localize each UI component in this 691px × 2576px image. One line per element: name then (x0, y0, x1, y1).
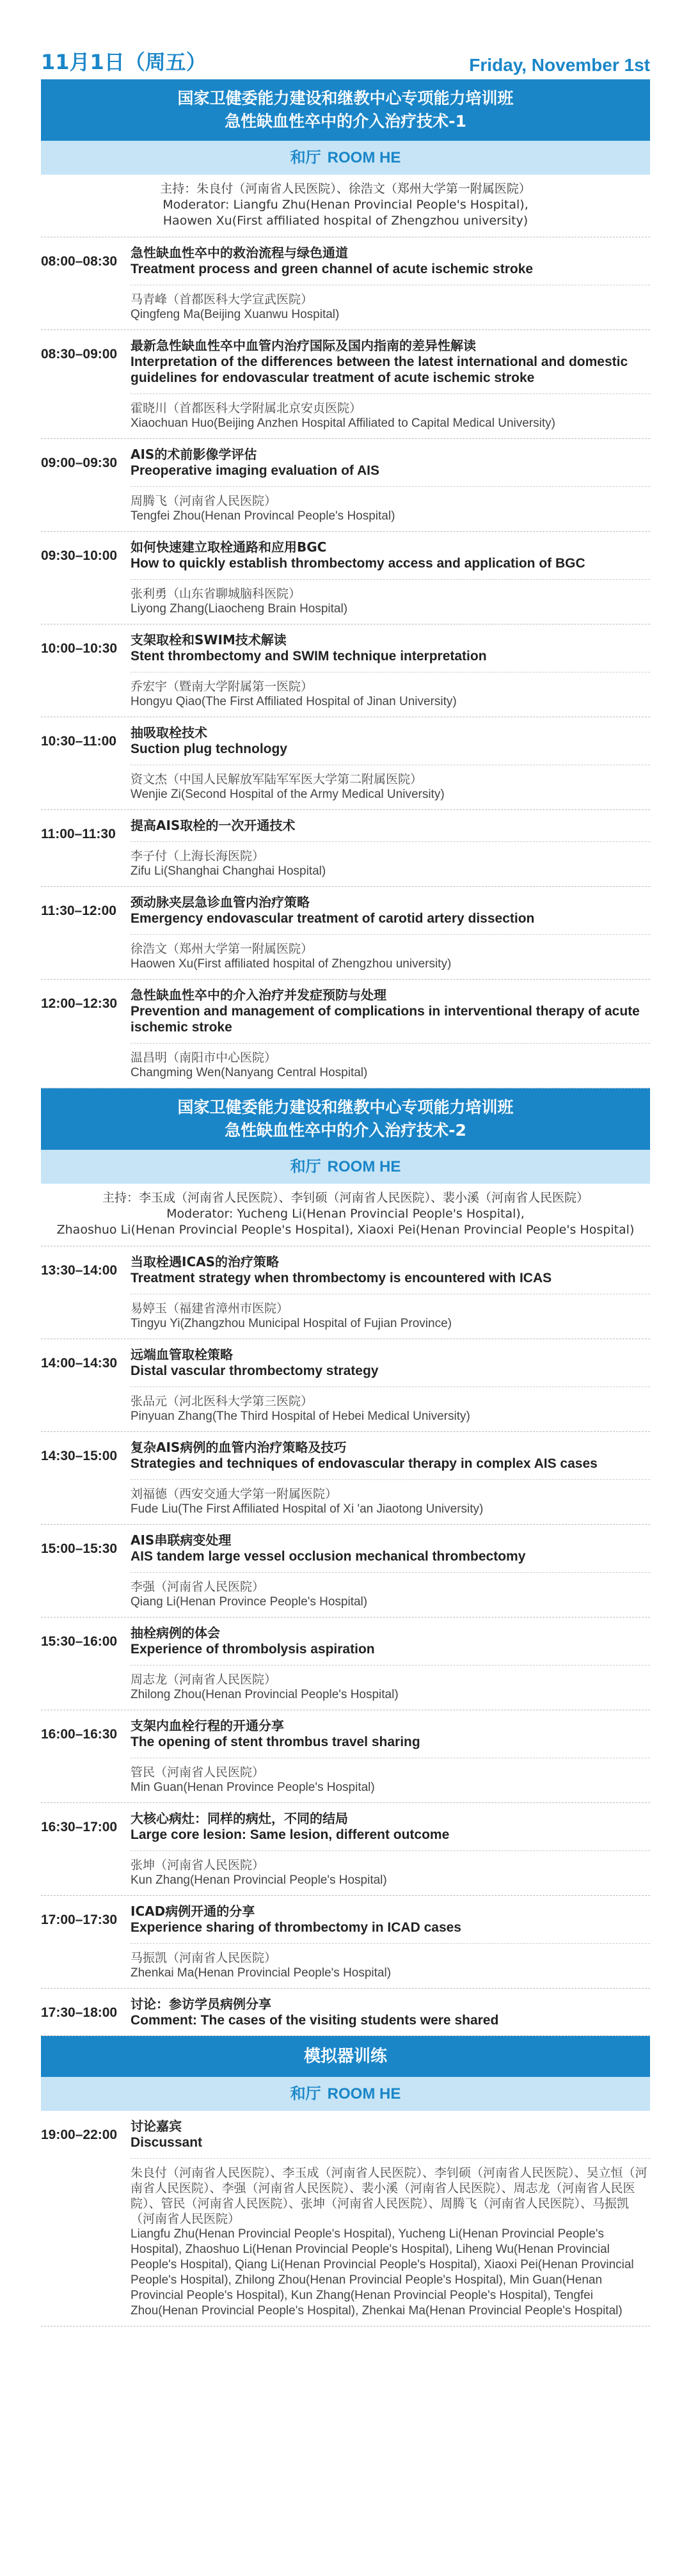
room-name-en: ROOM HE (327, 2085, 401, 2103)
session-detail (131, 447, 650, 524)
speaker-cn: 温昌明（南阳市中心医院） (131, 1051, 277, 1065)
session-row (41, 1432, 650, 1525)
session-row (41, 330, 650, 439)
session-detail (131, 632, 650, 710)
speaker-block (131, 1479, 650, 1517)
session-row (41, 887, 650, 980)
section-title (41, 79, 650, 141)
session-time: 08:00–08:30 (41, 254, 118, 269)
session-row (41, 1618, 650, 1710)
speaker-block (131, 1850, 650, 1888)
session-title-en: Emergency endovascular treatment of carotid artery dissection (131, 911, 535, 926)
speaker-en: Haowen Xu(First affiliated hospital of Zhengzhou university) (131, 957, 452, 971)
session-title-cn: 支架取栓和SWIM技术解读 (131, 632, 287, 648)
speaker-en: Liangfu Zhu(Henan Provincial People's Hospital), Yucheng Li(Henan Provincial People's Hospital), Zhaoshuo Li(Henan Provincial People's Hospital), Liheng Wu(Henan Provincial People's Hospital), Qiang Li(Henan Provincial People's Hospital), Xiaoxi Pei(Henan Provincial People's Hospital), Zhilong Zhou(Henan Provincial People's Hospital), Min Guan(Henan Provincial People's Hospital), Kun Zhang(Henan Provincial People's Hospital), Tengfei Zhou(Henan Provincial People's Hospital), Zhenkai Ma(Henan Provincial People's Hospital) (131, 2227, 634, 2318)
room-name-cn: 和厅 (290, 2085, 321, 2103)
session-title-en: Prevention and management of complications in interventional therapy of acute ischemic stroke (131, 1004, 640, 1035)
session-row (41, 624, 650, 717)
room-bar (41, 1150, 650, 1184)
session-row (41, 980, 650, 1088)
session-time: 10:00–10:30 (41, 641, 118, 656)
session-detail (131, 1996, 650, 2028)
session-title-en: Experience sharing of thrombectomy in ICAD cases (131, 1920, 461, 1935)
session-detail (131, 1440, 650, 1517)
speaker-block (131, 672, 650, 710)
session-title-cn: AIS串联病变处理 (131, 1532, 232, 1548)
session-row (41, 1339, 650, 1432)
session-title-cn: ICAD病例开通的分享 (131, 1904, 255, 1919)
moderator-block (41, 1184, 650, 1246)
session-time: 17:30–18:00 (41, 2005, 118, 2020)
date-en: Friday, November 1st (469, 55, 650, 75)
session-title-en: Discussant (131, 2135, 203, 2150)
session-time: 08:30–09:00 (41, 347, 118, 362)
session-title-cn: 讨论嘉宾 (131, 2119, 182, 2134)
session-title-en: Treatment strategy when thrombectomy is encountered with ICAS (131, 1271, 552, 1285)
session-time: 19:00–22:00 (41, 2127, 118, 2142)
speaker-en: Qiang Li(Henan Province People's Hospital) (131, 1595, 368, 1609)
session-detail (131, 1254, 650, 1332)
session-row (41, 1803, 650, 1896)
session-row (41, 1710, 650, 1803)
session-row (41, 1246, 650, 1339)
speaker-en: Zhenkai Ma(Henan Provincial People's Hospital) (131, 1966, 392, 1980)
room-name-cn: 和厅 (290, 1157, 321, 1175)
moderator-line: Haowen Xu(First affiliated hospital of Zhengzhou university) (163, 214, 528, 228)
moderator-line: Moderator: Liangfu Zhu(Henan Provincial People's Hospital), (163, 198, 528, 212)
session-detail (131, 1347, 650, 1424)
session-title-en: The opening of stent thrombus travel sharing (131, 1735, 420, 1749)
speaker-en: Hongyu Qiao(The First Affiliated Hospital of Jinan University) (131, 695, 457, 708)
session-title-cn: 急性缺血性卒中的救治流程与绿色通道 (131, 245, 348, 260)
session-title-en: Interpretation of the differences between the latest international and domestic guidelines for endovascular treatment of acute ischemic stroke (131, 354, 628, 385)
speaker-cn: 张利勇（山东省聊城脑科医院） (131, 587, 301, 601)
session-row (41, 717, 650, 810)
speaker-block (131, 579, 650, 617)
speaker-en: Fude Liu(The First Affiliated Hospital of Xi 'an Jiaotong University) (131, 1502, 484, 1516)
speaker-block (131, 841, 650, 879)
session-title-cn: 提高AIS取栓的一次开通技术 (131, 818, 296, 833)
session-title-cn: 复杂AIS病例的血管内治疗策略及技巧 (131, 1440, 347, 1455)
session-row (41, 1896, 650, 1989)
session-time: 12:00–12:30 (41, 996, 118, 1011)
speaker-cn: 李子付（上海长海医院） (131, 849, 265, 863)
session-time: 11:00–11:30 (41, 827, 116, 841)
session-title-cn: 当取栓遇ICAS的治疗策略 (131, 1254, 280, 1269)
session-row (41, 532, 650, 624)
session-detail (131, 1625, 650, 1703)
session-row (41, 1989, 650, 2036)
session-detail (131, 2119, 650, 2319)
session-title-cn: 远端血管取栓策略 (131, 1347, 233, 1362)
speaker-cn: 周腾飞（河南省人民医院） (131, 494, 277, 508)
speaker-block (131, 1294, 650, 1332)
speaker-cn: 张坤（河南省人民医院） (131, 1858, 265, 1872)
session-title-en: Treatment process and green channel of acute ischemic stroke (131, 262, 534, 276)
session-row (41, 810, 650, 887)
session-time: 14:00–14:30 (41, 1356, 118, 1371)
speaker-block (131, 1758, 650, 1795)
session-detail (131, 1904, 650, 1981)
section-title-line: 模拟器训练 (303, 2047, 387, 2066)
session-title-en: Comment: The cases of the visiting students were shared (131, 2013, 499, 2028)
speaker-en: Min Guan(Henan Province People's Hospital) (131, 1781, 375, 1794)
moderator-line: Zhaoshuo Li(Henan Provincial People's Hospital), Xiaoxi Pei(Henan Provincial People's Hospital) (56, 1223, 635, 1237)
session-time: 17:00–17:30 (41, 1912, 118, 1927)
speaker-cn: 李强（河南省人民医院） (131, 1580, 265, 1594)
session-detail (131, 818, 650, 879)
speaker-cn: 朱良付（河南省人民医院）、李玉成（河南省人民医院）、李钊硕（河南省人民医院）、吴立恒（河南省人民医院）、李强（河南省人民医院）、裴小溪（河南省人民医院）、周志龙（河南省人民医院）、管民（河南省人民医院）、张坤（河南省人民医院）、周腾飞（河南省人民医院）、马振凯（河南省人民医院） (131, 2166, 647, 2226)
speaker-cn: 马振凯（河南省人民医院） (131, 1951, 277, 1965)
session-time: 09:30–10:00 (41, 548, 118, 563)
date-cn: 11月1日（周五） (41, 50, 207, 74)
moderator-line: 主持：朱良付（河南省人民医院）、徐浩文（郑州大学第一附属医院） (160, 182, 531, 196)
room-name-cn: 和厅 (290, 148, 321, 166)
speaker-block (131, 765, 650, 802)
speaker-cn: 乔宏宇（暨南大学附属第一医院） (131, 680, 314, 694)
session-row (41, 1525, 650, 1618)
speaker-en: Liyong Zhang(Liaocheng Brain Hospital) (131, 602, 348, 616)
session-time: 15:30–16:00 (41, 1634, 118, 1649)
session-time: 09:00–09:30 (41, 456, 118, 470)
speaker-block (131, 1665, 650, 1703)
session-row (41, 237, 650, 330)
section-title-line: 国家卫健委能力建设和继教中心专项能力培训班 (177, 89, 514, 107)
session-title-cn: 支架内血栓行程的开通分享 (131, 1718, 284, 1733)
session-title-en: Distal vascular thrombectomy strategy (131, 1364, 379, 1378)
speaker-block (131, 1043, 650, 1081)
speaker-cn: 徐浩文（郑州大学第一附属医院） (131, 942, 314, 956)
speaker-en: Changming Wen(Nanyang Central Hospital) (131, 1066, 368, 1079)
session-detail (131, 245, 650, 322)
speaker-block (131, 1387, 650, 1424)
speaker-cn: 易婷玉（福建省漳州市医院） (131, 1301, 289, 1316)
moderator-line: 主持：李玉成（河南省人民医院）、李钊硕（河南省人民医院）、裴小溪（河南省人民医院） (102, 1191, 589, 1205)
speaker-en: Zifu Li(Shanghai Changhai Hospital) (131, 864, 326, 878)
section-title-line: 国家卫健委能力建设和继教中心专项能力培训班 (177, 1098, 514, 1117)
room-bar (41, 141, 650, 175)
session-detail (131, 539, 650, 617)
session-title-cn: 最新急性缺血性卒中血管内治疗国际及国内指南的差异性解读 (131, 338, 476, 353)
speaker-cn: 管民（河南省人民医院） (131, 1765, 265, 1779)
session-time: 11:30–12:00 (41, 903, 116, 918)
session-title-en: How to quickly establish thrombectomy access and application of BGC (131, 556, 585, 571)
room-name-en: ROOM HE (327, 1158, 401, 1175)
session-title-cn: 抽吸取栓技术 (131, 725, 207, 740)
session-title-cn: 大核心病灶：同样的病灶，不同的结局 (131, 1811, 348, 1826)
section-title-line: 急性缺血性卒中的介入治疗技术-1 (225, 112, 466, 131)
session-title-en: Large core lesion: Same lesion, different outcome (131, 1827, 450, 1842)
session-time: 10:30–11:00 (41, 734, 116, 749)
moderator-block (41, 175, 650, 237)
speaker-block (131, 285, 650, 322)
speaker-cn: 马青峰（首都医科大学宣武医院） (131, 292, 314, 306)
session-time: 16:00–16:30 (41, 1727, 118, 1742)
session-title-en: Strategies and techniques of endovascular therapy in complex AIS cases (131, 1456, 598, 1471)
speaker-cn: 刘福德（西安交通大学第一附属医院） (131, 1487, 338, 1501)
session-title-cn: 急性缺血性卒中的介入治疗并发症预防与处理 (131, 987, 386, 1003)
session-title-en: Experience of thrombolysis aspiration (131, 1642, 375, 1657)
session-detail (131, 1718, 650, 1795)
session-title-en: Suction plug technology (131, 742, 287, 756)
session-title-cn: AIS的术前影像学评估 (131, 447, 257, 462)
speaker-block (131, 394, 650, 431)
sections-container (41, 79, 650, 2326)
section-title-line: 急性缺血性卒中的介入治疗技术-2 (225, 1121, 466, 1140)
speaker-cn: 霍晓川（首都医科大学附属北京安贞医院） (131, 401, 362, 415)
session-time: 15:00–15:30 (41, 1541, 118, 1556)
session-detail (131, 1532, 650, 1610)
session-title-cn: 抽栓病例的体会 (131, 1625, 220, 1641)
speaker-en: Pinyuan Zhang(The Third Hospital of Hebei Medical University) (131, 1410, 470, 1423)
speaker-en: Qingfeng Ma(Beijing Xuanwu Hospital) (131, 308, 340, 321)
room-bar (41, 2077, 650, 2111)
session-title-en: Stent thrombectomy and SWIM technique interpretation (131, 649, 487, 664)
session-title-cn: 如何快速建立取栓通路和应用BGC (131, 539, 327, 555)
session-time: 13:30–14:00 (41, 1263, 118, 1278)
speaker-cn: 张品元（河北医科大学第三医院） (131, 1394, 314, 1408)
speaker-en: Xiaochuan Huo(Beijing Anzhen Hospital Affiliated to Capital Medical University) (131, 417, 555, 430)
section-block (41, 2036, 650, 2326)
speaker-en: Tengfei Zhou(Henan Provincal People's Hospital) (131, 509, 395, 523)
session-title-en: AIS tandem large vessel occlusion mechanical thrombectomy (131, 1549, 526, 1564)
session-detail (131, 894, 650, 972)
speaker-block (131, 934, 650, 972)
speaker-block (131, 1572, 650, 1610)
session-title-cn: 讨论：参访学员病例分享 (131, 1996, 271, 2012)
section-block (41, 79, 650, 1088)
session-title-en: Preoperative imaging evaluation of AIS (131, 463, 379, 478)
session-time: 16:30–17:00 (41, 1820, 118, 1834)
section-block (41, 1088, 650, 2036)
session-detail (131, 1811, 650, 1888)
speaker-en: Tingyu Yi(Zhangzhou Municipal Hospital of Fujian Province) (131, 1317, 452, 1330)
speaker-block (131, 486, 650, 524)
section-title (41, 1088, 650, 1150)
speaker-block (131, 1943, 650, 1981)
speaker-en: Kun Zhang(Henan Provincial People's Hospital) (131, 1873, 387, 1887)
session-detail (131, 987, 650, 1081)
session-row (41, 2111, 650, 2326)
room-name-en: ROOM HE (327, 149, 401, 166)
session-row (41, 439, 650, 532)
date-bar (41, 0, 650, 79)
moderator-line: Moderator: Yucheng Li(Henan Provincial People's Hospital), (166, 1207, 525, 1221)
speaker-en: Wenjie Zi(Second Hospital of the Army Medical University) (131, 788, 445, 801)
session-time: 14:30–15:00 (41, 1449, 118, 1463)
speaker-en: Zhilong Zhou(Henan Provincial People's Hospital) (131, 1688, 399, 1701)
session-detail (131, 725, 650, 802)
session-detail (131, 338, 650, 431)
speaker-block (131, 2158, 650, 2319)
speaker-cn: 资文杰（中国人民解放军陆军军医大学第二附属医院） (131, 772, 423, 786)
section-title (41, 2036, 650, 2077)
session-title-cn: 颈动脉夹层急诊血管内治疗策略 (131, 894, 310, 910)
speaker-cn: 周志龙（河南省人民医院） (131, 1673, 277, 1687)
